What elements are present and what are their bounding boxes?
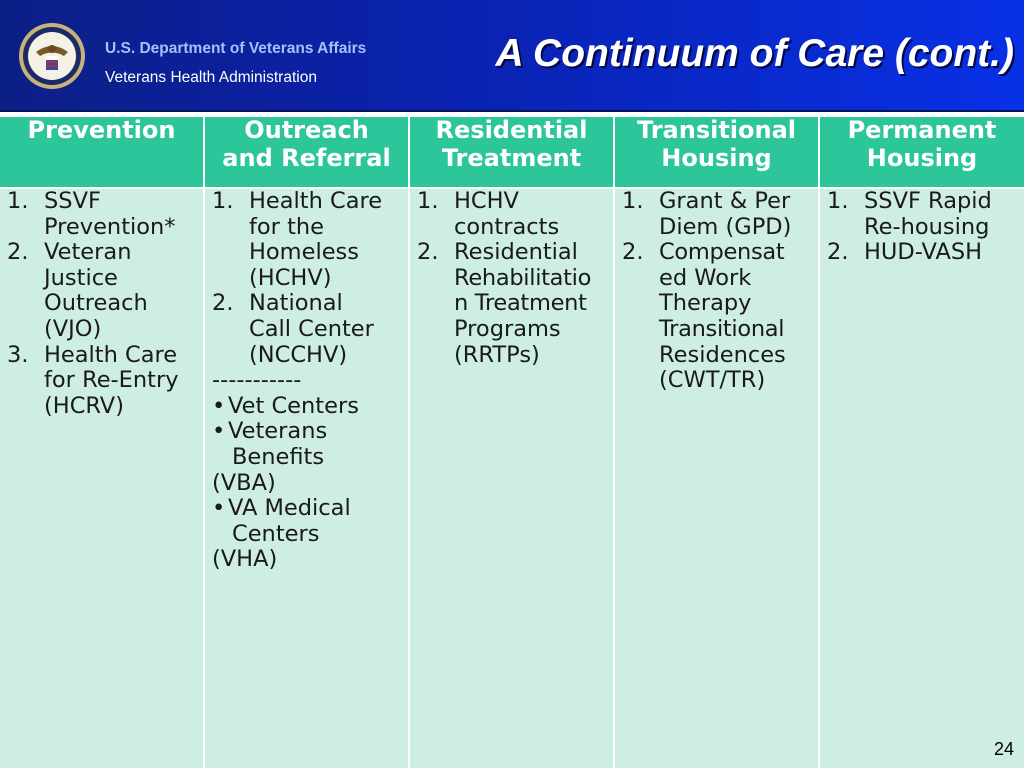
list-item [417, 240, 611, 368]
column-body-prevention [0, 189, 205, 768]
item-number: 2. [212, 290, 234, 317]
item-text-line: Grant & Per [659, 189, 791, 214]
bullet-text: Veterans [228, 418, 328, 445]
item-number: 3. [7, 341, 29, 368]
bullet-text: VA Medical [228, 495, 351, 522]
item-text-line: for the [249, 213, 325, 240]
item-text-line: Residences [659, 341, 786, 368]
item-text-line: Justice [44, 264, 118, 291]
item-text-line: Prevention* [44, 213, 176, 240]
column-header-line: Treatment [441, 144, 582, 172]
page-number: 24 [993, 739, 1014, 759]
column-body-residential [410, 189, 615, 768]
column-header-line: Permanent [847, 117, 997, 144]
org-subtitle: Veterans Health Administration [105, 69, 317, 86]
item-text-line: (HCRV) [44, 392, 124, 419]
item-text-line: Rehabilitatio [454, 264, 592, 291]
item-text-line: Re-housing [864, 213, 990, 240]
item-number: 2. [827, 239, 849, 266]
slide-title: A Continuum of Care (cont.) [495, 32, 1014, 75]
item-number: 1. [622, 189, 644, 214]
bullet-text: Vet Centers [228, 392, 359, 419]
bullet-item [212, 394, 406, 420]
item-number: 1. [417, 189, 439, 214]
bullet-text: Centers [232, 520, 320, 547]
column-header-permanent [820, 117, 1024, 189]
bullet-tail: (VBA) [212, 469, 276, 496]
column-header-line: and Referral [222, 144, 391, 172]
column-header-line: Prevention [27, 117, 176, 144]
slide-header [0, 0, 1024, 112]
list-item [417, 189, 611, 240]
item-text-line: Residential [454, 239, 578, 266]
column-header-line: Outreach [244, 117, 369, 144]
list-item [622, 240, 816, 394]
list-item [7, 343, 201, 420]
va-seal-icon [18, 22, 86, 90]
item-text-line: (VJO) [44, 315, 102, 342]
item-text-line: ed Work [659, 264, 752, 291]
column-header-line: Housing [866, 144, 978, 172]
continuum-table [0, 117, 1024, 768]
item-text-line: Therapy [659, 290, 752, 317]
header-divider [0, 110, 1024, 112]
list-item [622, 189, 816, 240]
bullet-tail: (VHA) [212, 546, 278, 573]
item-number: 1. [7, 189, 29, 214]
column-header-outreach [205, 117, 410, 189]
item-number: 2. [7, 239, 29, 266]
list-item [827, 240, 1022, 266]
column-body-outreach [205, 189, 410, 768]
list-item [212, 189, 406, 291]
item-number: 2. [417, 239, 439, 266]
list-item [212, 291, 406, 368]
item-text-line: Transitional [659, 315, 785, 342]
item-text-line: Call Center [249, 315, 374, 342]
item-text-line: for Re-Entry [44, 367, 179, 394]
list-item [7, 240, 201, 342]
list-separator: ----------- [212, 367, 302, 394]
item-text-line: National [249, 290, 343, 317]
bullet-icon: • [212, 418, 226, 445]
item-text-line: Diem (GPD) [659, 213, 792, 240]
column-body-permanent [820, 189, 1024, 768]
item-number: 2. [622, 239, 644, 266]
column-header-line: Housing [661, 144, 772, 172]
column-header-line: Transitional [636, 117, 797, 144]
item-text-line: SSVF [44, 189, 101, 214]
item-text-line: (HCHV) [249, 264, 332, 291]
item-text-line: Programs [454, 315, 561, 342]
item-text-line: HUD-VASH [864, 239, 983, 266]
item-text-line: Health Care [44, 341, 178, 368]
column-body-transitional [615, 189, 820, 768]
list-item [827, 189, 1022, 240]
item-text-line: Homeless [249, 239, 359, 266]
org-name: U.S. Department of Veterans Affairs [105, 40, 367, 57]
item-text-line: HCHV [454, 189, 519, 214]
column-header-prevention [0, 117, 205, 189]
item-text-line: (NCCHV) [249, 341, 348, 368]
item-text-line: SSVF Rapid [864, 189, 992, 214]
column-header-line: Residential [435, 117, 588, 144]
bullet-item [212, 419, 406, 496]
bullet-icon: • [212, 392, 226, 419]
bullet-item [212, 496, 406, 573]
item-text-line: (CWT/TR) [659, 367, 766, 394]
item-number: 1. [212, 189, 234, 214]
item-text-line: contracts [454, 213, 560, 240]
bullet-text: Benefits [232, 443, 325, 470]
list-item [7, 189, 201, 240]
item-text-line: n Treatment [454, 290, 587, 317]
item-text-line: Veteran [44, 239, 132, 266]
item-text-line: Compensat [659, 239, 785, 266]
item-number: 1. [827, 189, 849, 214]
item-text-line: (RRTPs) [454, 341, 540, 368]
column-header-transitional [615, 117, 820, 189]
column-header-residential [410, 117, 615, 189]
bullet-icon: • [212, 495, 226, 522]
item-text-line: Outreach [44, 290, 148, 317]
item-text-line: Health Care [249, 189, 383, 214]
